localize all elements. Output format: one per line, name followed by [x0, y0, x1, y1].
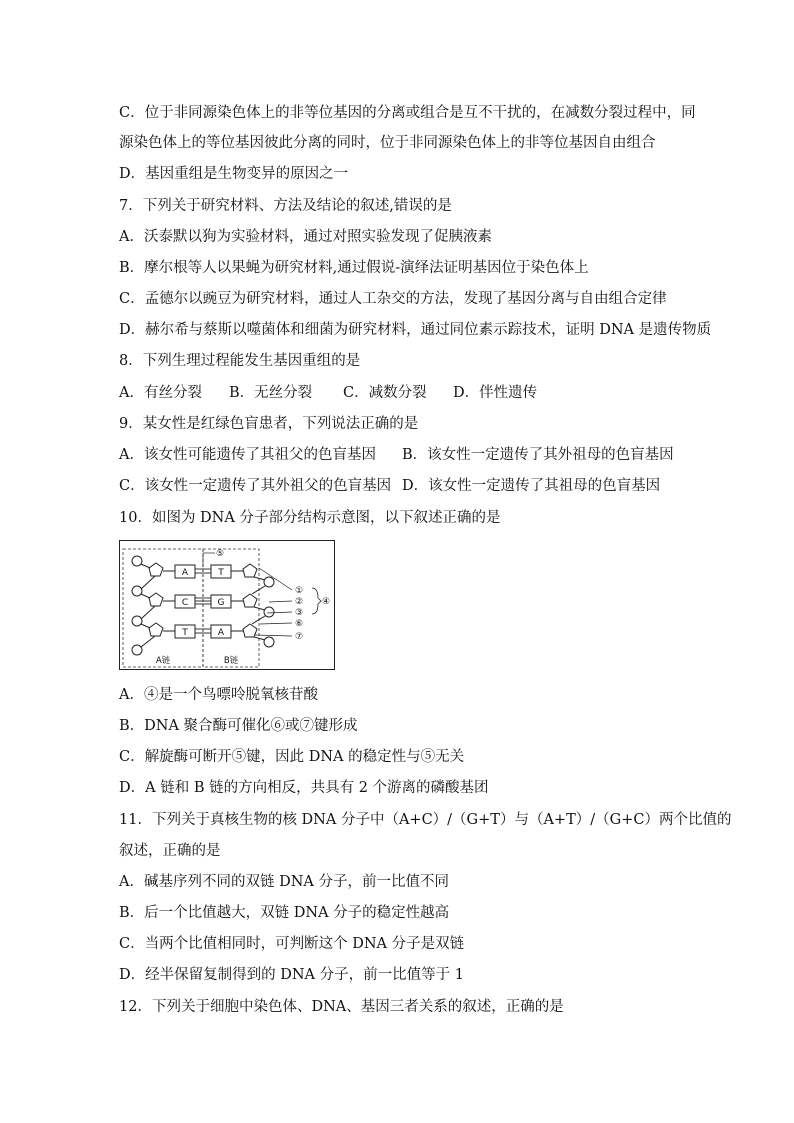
label-4: ④ [322, 597, 331, 607]
base-left-1: A [181, 568, 189, 578]
label-6: ⑥ [295, 619, 304, 629]
chain-a-label: A链 [155, 656, 171, 666]
question-10-option-a: A．④是一个鸟嘌呤脱氧核苷酸 [119, 687, 318, 703]
option-7c-cont-line1: C．位于非同源染色体上的非等位基因的分离或组合是互不干扰的，在减数分裂过程中，同 [119, 105, 696, 121]
question-8-options [119, 383, 537, 403]
question-8-option-d: D．伴性遗传 [453, 385, 538, 401]
question-9-option-d: D．该女性一定遗传了其祖母的色盲基因 [402, 478, 661, 494]
question-11-option-d: D．经半保留复制得到的 DNA 分子，前一比值等于 1 [119, 967, 464, 983]
question-7-option-d: D．赫尔希与蔡斯以噬菌体和细菌为研究材料，通过同位素示踪技术，证明 DNA 是遗传物质 [119, 322, 712, 338]
label-1: ① [295, 586, 304, 596]
base-right-3: A [217, 628, 225, 638]
question-10: 10．如图为 DNA 分子部分结构示意图，以下叙述正确的是 [119, 510, 501, 526]
question-11-option-c: C．当两个比值相同时，可判断这个 DNA 分子是双链 [119, 936, 465, 952]
question-11-line2: 叙述，正确的是 [119, 843, 221, 859]
base-right-1: T [218, 568, 224, 578]
chain-b-label: B链 [223, 656, 239, 666]
question-9-options-row2 [119, 476, 660, 496]
question-9-option-b: B．该女性一定遗传了其外祖母的色盲基因 [402, 447, 674, 463]
base-left-2: C [181, 598, 189, 608]
dna-structure-diagram [119, 540, 335, 670]
question-8-option-b: B．无丝分裂 [229, 385, 313, 401]
question-7: 7．下列关于研究材料、方法及结论的叙述,错误的是 [119, 198, 452, 214]
option-d-prev: D．基因重组是生物变异的原因之一 [119, 166, 349, 182]
label-7: ⑦ [295, 632, 304, 642]
label-3: ③ [295, 608, 304, 618]
question-9-options-row1 [119, 445, 674, 465]
question-8-option-a: A．有丝分裂 [119, 385, 202, 401]
question-9: 9．某女性是红绿色盲患者，下列说法正确的是 [119, 416, 419, 432]
question-11-option-a: A．碱基序列不同的双链 DNA 分子，前一比值不同 [119, 874, 449, 890]
question-7-option-a: A．沃泰默以狗为实验材料，通过对照实验发现了促胰液素 [119, 229, 492, 245]
question-10-option-b: B．DNA 聚合酶可催化⑥或⑦键形成 [119, 718, 358, 734]
question-11-option-b: B．后一个比值越大，双链 DNA 分子的稳定性越高 [119, 905, 450, 921]
question-9-option-a: A．该女性可能遗传了其祖父的色盲基因 [119, 447, 376, 463]
label-5: ⑤ [216, 549, 225, 559]
question-7-option-b: B．摩尔根等人以果蝇为研究材料,通过假说-演绎法证明基因位于染色体上 [119, 260, 589, 276]
label-2: ② [295, 597, 304, 607]
question-12: 12．下列关于细胞中染色体、DNA、基因三者关系的叙述，正确的是 [119, 999, 564, 1015]
question-7-option-c: C．孟德尔以豌豆为研究材料，通过人工杂交的方法，发现了基因分离与自由组合定律 [119, 291, 667, 307]
question-10-option-c: C．解旋酶可断开⑤键，因此 DNA 的稳定性与⑤无关 [119, 749, 465, 765]
question-9-option-c: C．该女性一定遗传了其外祖父的色盲基因 [119, 478, 392, 494]
question-10-option-d: D．A 链和 B 链的方向相反，共具有 2 个游离的磷酸基团 [119, 780, 489, 796]
question-11-line1: 11．下列关于真核生物的核 DNA 分子中（A+C）/（G+T）与（A+T）/（G+C）两个比值的 [119, 812, 732, 828]
base-left-3: T [182, 628, 188, 638]
question-8: 8．下列生理过程能发生基因重组的是 [119, 353, 361, 369]
base-right-2: G [217, 598, 225, 608]
option-c-cont-line2: 源染色体上的等位基因彼此分离的同时，位于非同源染色体上的非等位基因自由组合 [119, 135, 656, 151]
question-8-option-c: C．减数分裂 [343, 385, 427, 401]
